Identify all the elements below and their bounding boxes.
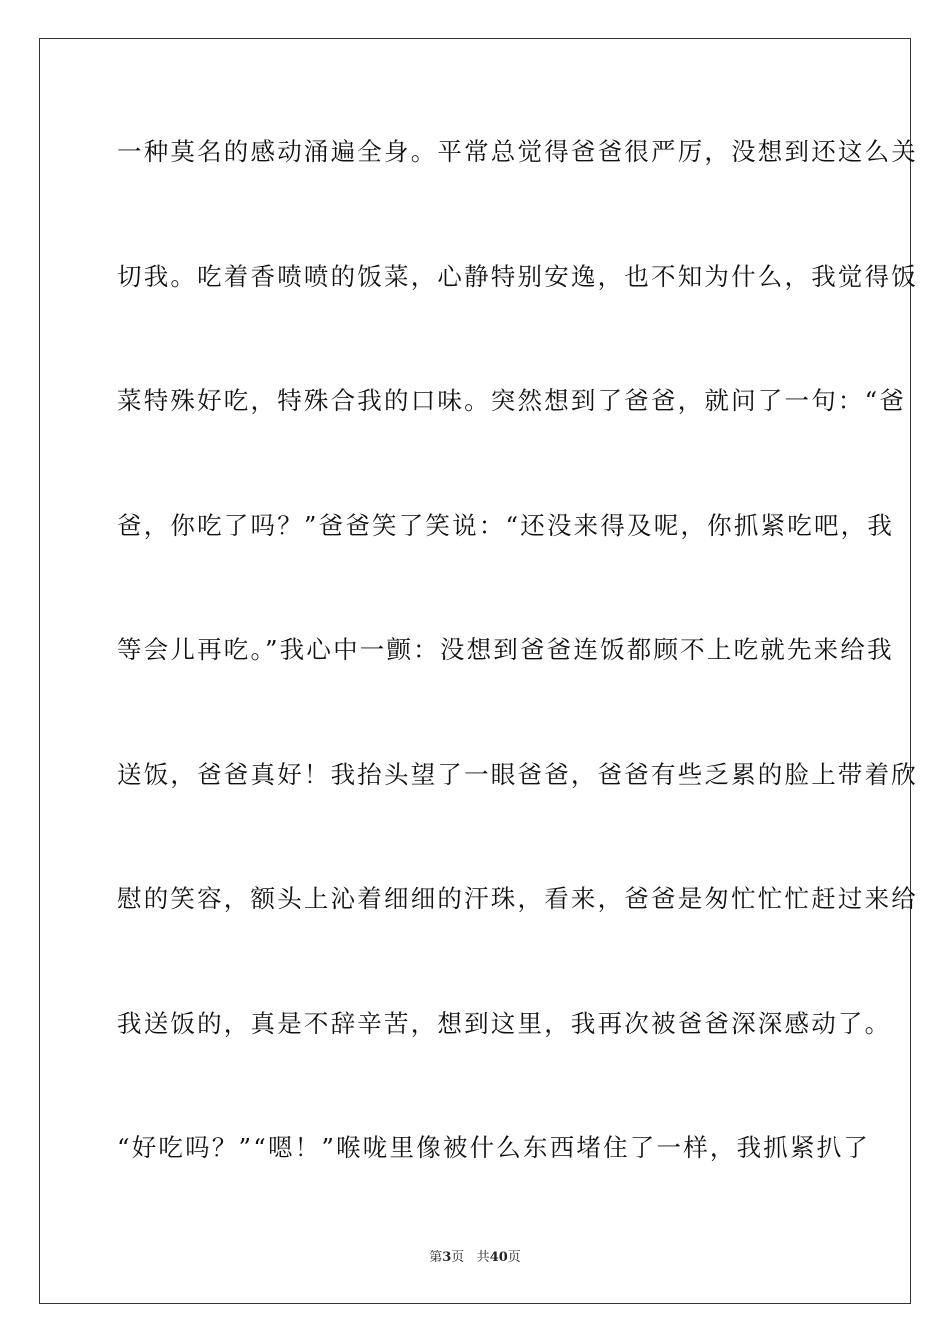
text-line-9: “好吃吗？”“嗯！”喉咙里像被什么东西堵住了一样，我抓紧扒了 — [117, 1133, 871, 1162]
text-line-7: 慰的笑容，额头上沁着细细的汗珠，看来，爸爸是匆忙忙忙赶过来给 — [117, 884, 918, 913]
page-footer — [0, 1246, 950, 1265]
total-pages: 40 — [489, 1250, 508, 1265]
text-line-3: 菜特殊好吃，特殊合我的口味。突然想到了爸爸，就问了一句：“爸 — [117, 386, 907, 415]
text-line-1: 一种莫名的感动涌遍全身。平常总觉得爸爸很严厉，没想到还这么关 — [117, 137, 918, 166]
text-line-5: 等会儿再吃。”我心中一颤：没想到爸爸连饭都顾不上吃就先来给我 — [117, 635, 894, 664]
text-line-6: 送饭，爸爸真好！我抬头望了一眼爸爸，爸爸有些乏累的脸上带着欣 — [117, 759, 918, 789]
text-line-8: 我送饭的，真是不辞辛苦，想到这里，我再次被爸爸深深感动了。 — [117, 1008, 892, 1038]
page-number: 3 — [442, 1250, 452, 1265]
text-line-2: 切我。吃着香喷喷的饭菜，心静特别安逸，也不知为什么，我觉得饭 — [117, 261, 918, 291]
total-suffix: 页 — [507, 1250, 521, 1265]
text-line-4: 爸，你吃了吗？”爸爸笑了笑说：“还没来得及呢，你抓紧吃吧，我 — [117, 510, 895, 540]
page-prefix: 第 — [429, 1250, 443, 1265]
total-prefix: 共 — [476, 1250, 490, 1265]
page-suffix: 页 — [451, 1250, 465, 1265]
document-body — [117, 126, 918, 1247]
